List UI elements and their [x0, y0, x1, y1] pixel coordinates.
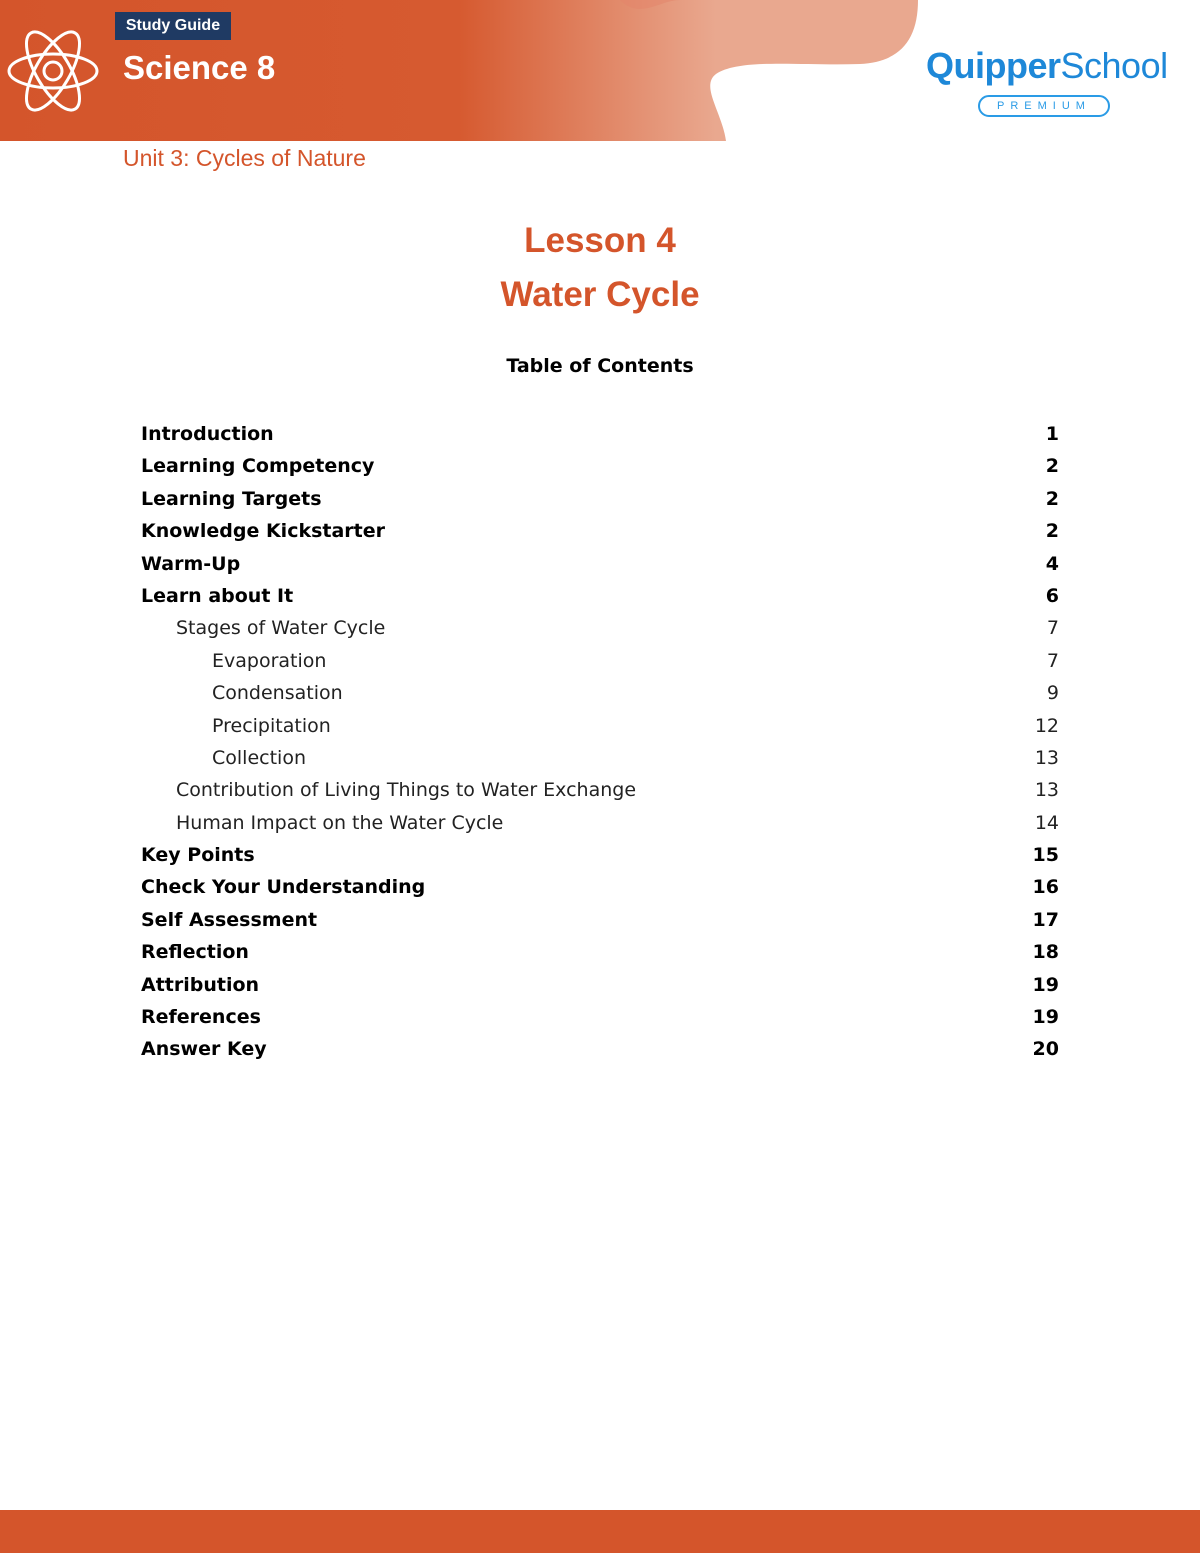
toc-entry — [141, 515, 1059, 547]
toc-entry — [141, 742, 1059, 774]
toc-entry-label: Precipitation — [212, 714, 331, 737]
toc-entry-page: 7 — [1046, 617, 1059, 640]
toc-entry — [141, 645, 1059, 677]
lesson-number: Lesson 4 — [524, 221, 676, 260]
toc-entry — [141, 548, 1059, 580]
toc-entry — [141, 418, 1059, 450]
toc-entry — [141, 839, 1059, 871]
toc-entry-label: Knowledge Kickstarter — [141, 520, 386, 543]
toc-entry — [141, 710, 1059, 742]
footer-bar — [0, 1510, 1200, 1553]
toc-entry-label: Warm-Up — [141, 552, 241, 575]
toc-entry-label: Check Your Understanding — [141, 876, 426, 899]
toc-entry-page: 13 — [1034, 779, 1059, 802]
toc-entry — [141, 450, 1059, 482]
study-guide-badge: Study Guide — [115, 12, 231, 40]
toc-entry — [141, 1001, 1059, 1033]
toc-entry-page: 14 — [1034, 811, 1059, 834]
toc-entry-label: Learning Competency — [141, 455, 375, 478]
toc-entry — [141, 936, 1059, 968]
toc-entry-label: Learn about It — [141, 584, 294, 607]
toc-entry-label: Self Assessment — [141, 908, 318, 931]
toc-entry — [141, 871, 1059, 903]
toc-entry-page: 2 — [1045, 455, 1059, 478]
atom-icon — [4, 20, 102, 122]
toc-entry — [141, 612, 1059, 644]
subject-title: Science 8 — [123, 49, 276, 86]
toc-entry-page: 20 — [1032, 1038, 1059, 1061]
toc-entry-label: References — [141, 1006, 261, 1029]
toc-entry-page: 13 — [1034, 746, 1059, 769]
toc-entry-page: 19 — [1032, 1006, 1059, 1029]
toc-heading: Table of Contents — [506, 355, 694, 377]
toc-entry — [141, 904, 1059, 936]
toc-entry-label: Attribution — [141, 973, 260, 996]
toc-entry-page: 18 — [1032, 941, 1059, 964]
toc-entry — [141, 580, 1059, 612]
toc-entry-page: 15 — [1032, 844, 1059, 867]
brand-name-light: School — [1060, 45, 1168, 86]
lesson-heading — [0, 214, 1200, 322]
toc-entry-label: Human Impact on the Water Cycle — [176, 811, 504, 834]
toc-entry — [141, 969, 1059, 1001]
toc-entry-label: Condensation — [212, 682, 343, 705]
unit-title: Unit 3: Cycles of Nature — [123, 145, 366, 171]
toc-entry-label: Contribution of Living Things to Water Exchange — [176, 779, 637, 802]
brand-name-strong: Quipper — [926, 45, 1061, 86]
toc-entry-page: 6 — [1045, 584, 1059, 607]
toc-entry-page: 19 — [1032, 973, 1059, 996]
toc-entry-page: 9 — [1046, 682, 1059, 705]
toc-entry-label: Answer Key — [141, 1038, 267, 1061]
table-of-contents — [141, 418, 1059, 1066]
toc-entry-page: 2 — [1045, 487, 1059, 510]
toc-entry-page: 1 — [1045, 423, 1059, 445]
toc-entry-page: 17 — [1032, 908, 1059, 931]
toc-entry-page: 12 — [1034, 714, 1059, 737]
toc-entry-label: Key Points — [141, 844, 255, 867]
toc-entry — [141, 483, 1059, 515]
toc-entry — [141, 1033, 1059, 1065]
toc-entry — [141, 807, 1059, 839]
toc-entry — [141, 774, 1059, 806]
toc-entry-page: 4 — [1045, 552, 1059, 575]
toc-entry-label: Reflection — [141, 941, 249, 964]
toc-entry-label: Evaporation — [212, 649, 327, 672]
toc-entry-page: 2 — [1045, 520, 1059, 543]
lesson-title: Water Cycle — [500, 275, 700, 314]
toc-entry-label: Stages of Water Cycle — [176, 617, 386, 640]
toc-entry — [141, 677, 1059, 709]
toc-entry-label: Introduction — [141, 423, 274, 445]
toc-entry-page: 16 — [1032, 876, 1059, 899]
toc-entry-label: Learning Targets — [141, 487, 322, 510]
toc-entry-page: 7 — [1046, 649, 1059, 672]
premium-badge: PREMIUM — [978, 95, 1110, 117]
toc-entry-label: Collection — [212, 746, 306, 769]
quipper-school-logo — [926, 44, 1166, 118]
